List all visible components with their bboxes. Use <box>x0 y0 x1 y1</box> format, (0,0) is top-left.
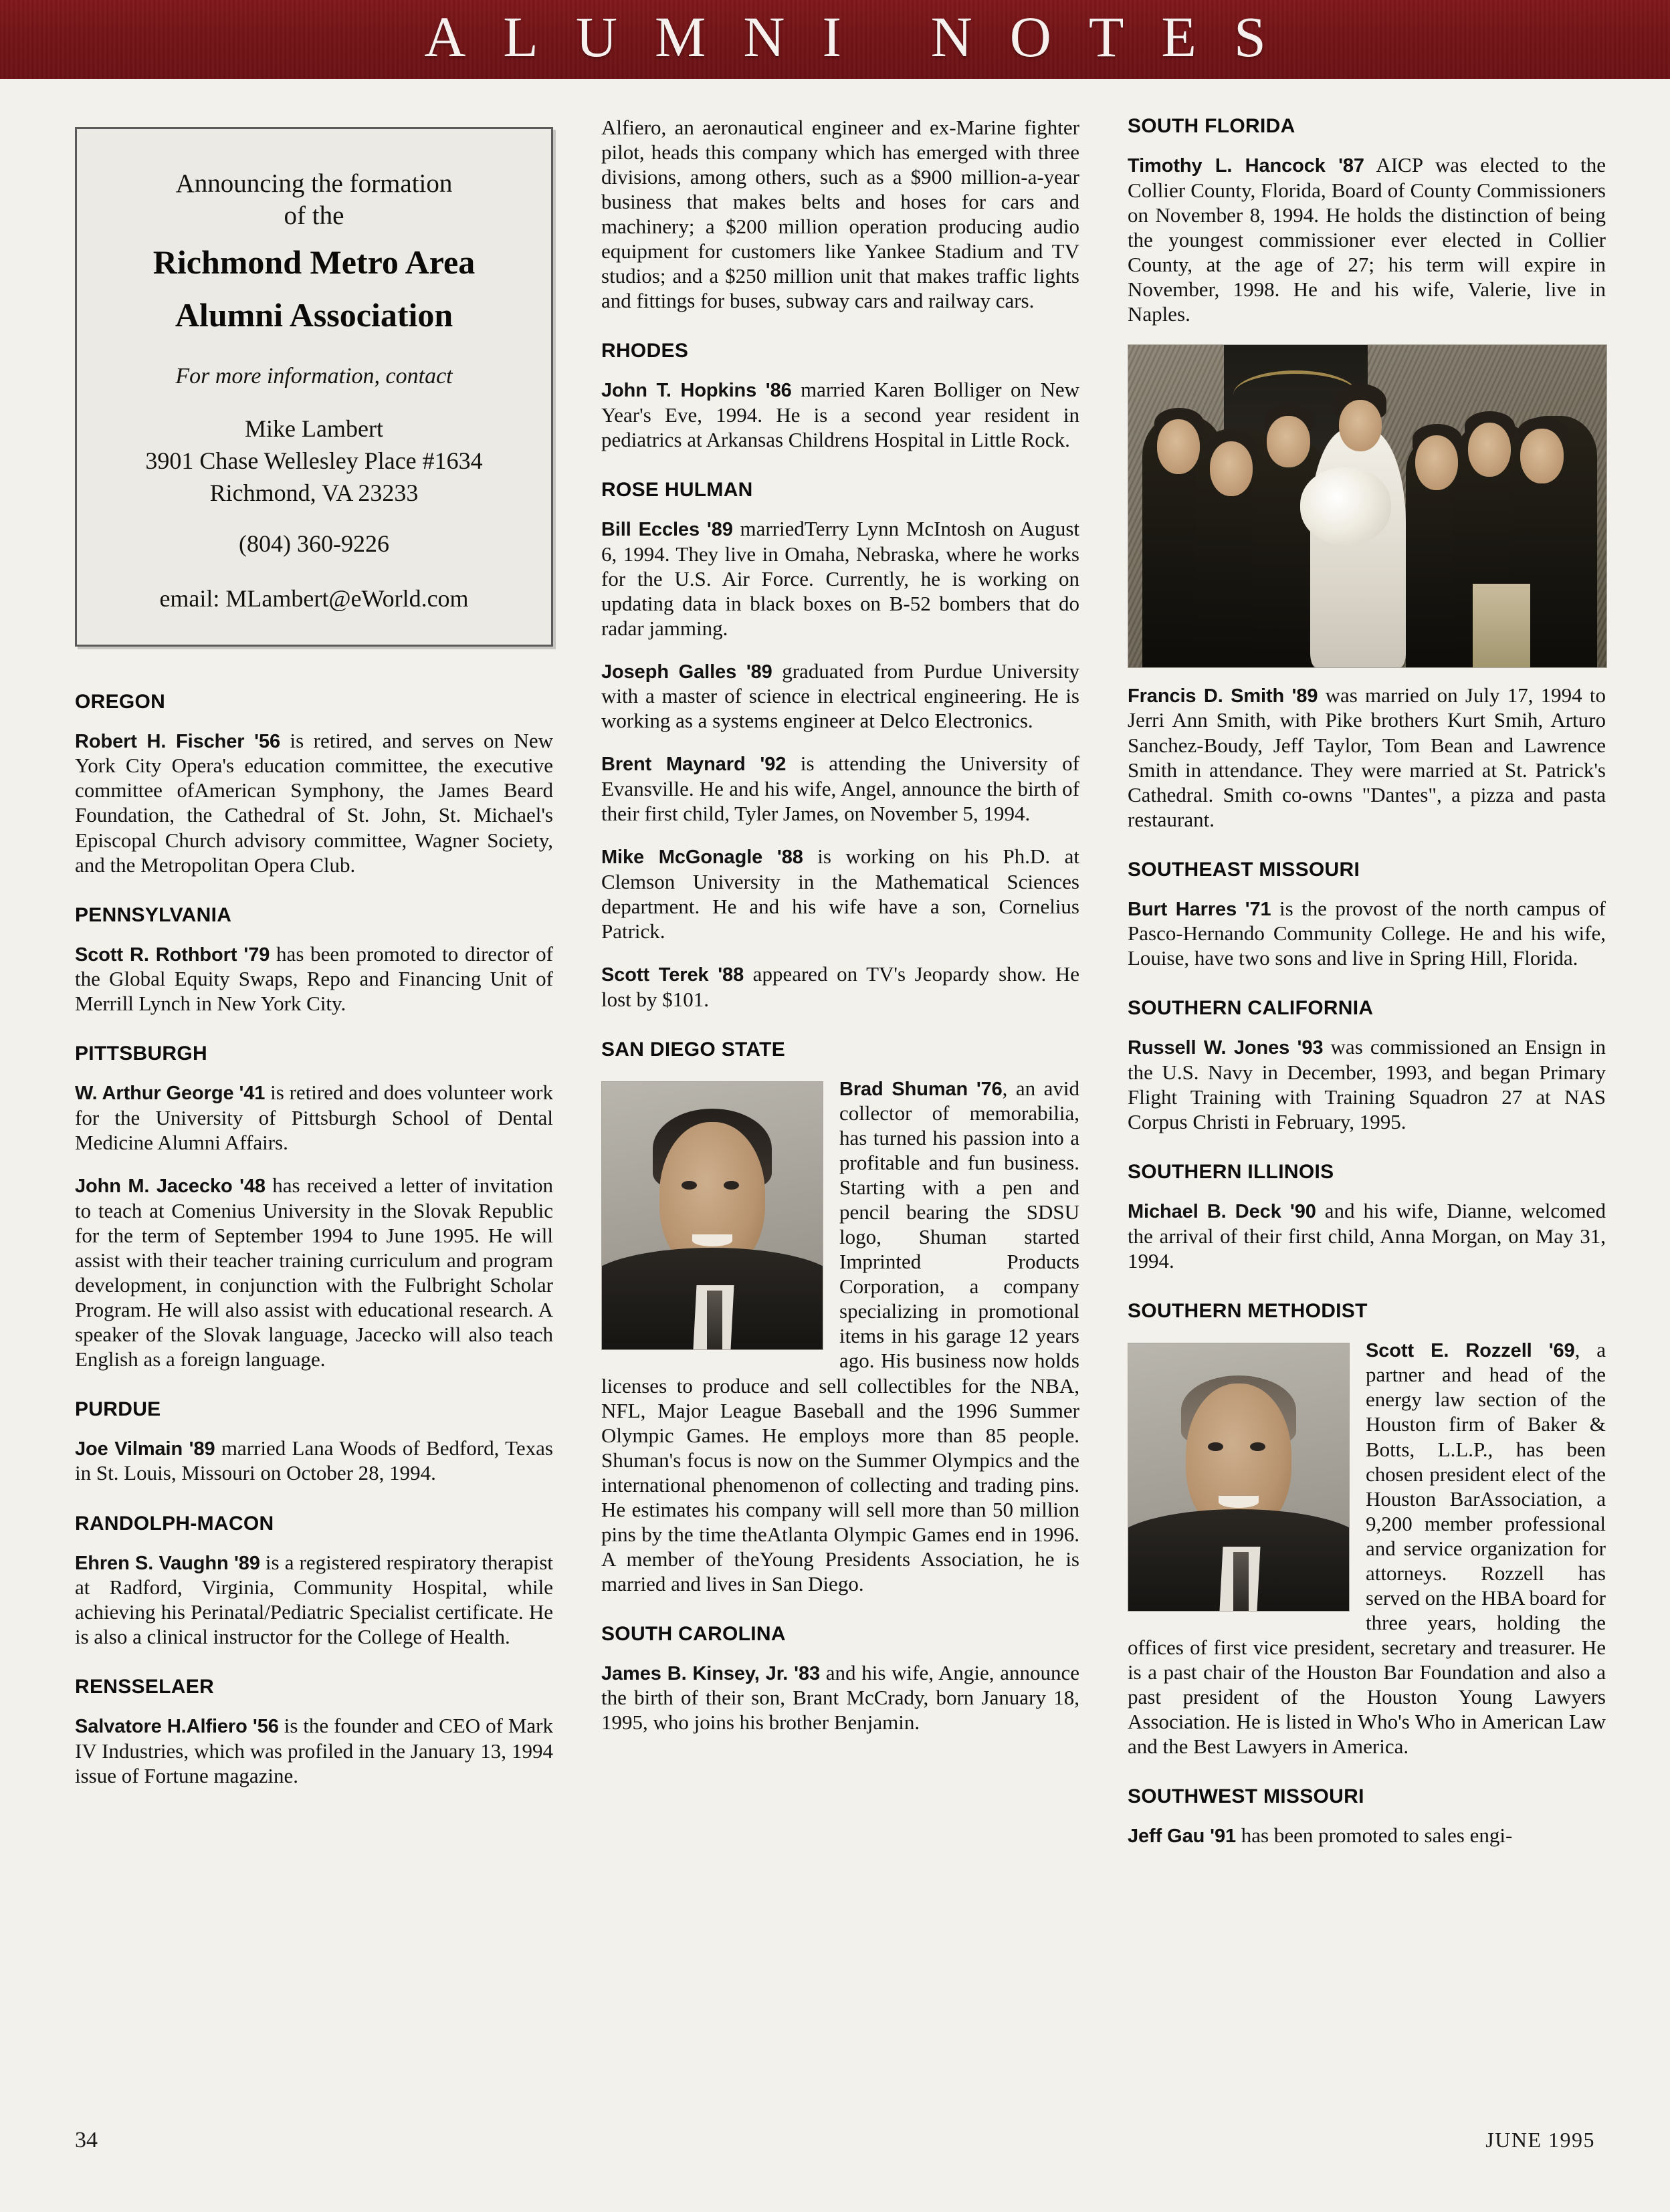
alumni-note-body: is attending the University of Evansville. He and his wife, Angel, announce the birth of their first child, Tyler James, on November 5, 1994. <box>601 752 1079 826</box>
chapter-heading: PURDUE <box>75 1398 161 1420</box>
alumni-note <box>601 659 1079 734</box>
announcement-line-1: Announcing the formation <box>175 169 453 198</box>
alumni-name: Bill Eccles '89 <box>601 518 733 540</box>
alumni-note <box>601 844 1079 944</box>
announcement-contact-block <box>96 413 532 510</box>
column-middle <box>601 115 1079 2114</box>
alumni-note <box>601 115 1079 313</box>
alumni-note-body: married Lana Woods of Bedford, Texas in St. Louis, Missouri on October 28, 1994. <box>75 1436 553 1485</box>
alumni-note-body: and his wife, Dianne, welcomed the arrival of their first child, Anna Morgan, on May 31, 1994. <box>1128 1199 1606 1273</box>
alumni-note <box>1128 896 1606 971</box>
alumni-note-body: is working on his Ph.D. at Clemson University in the Mathematical Sciences department. He and his wife have a son, Cornelius Patrick. <box>601 845 1079 943</box>
alumni-note <box>75 1713 553 1788</box>
scott-rozzell-portrait-photo <box>1128 1343 1350 1612</box>
alumni-note-body: has received a letter of invitation to teach at Comenius University in the Slovak Republic for the term of September 1994 to June 1995. He will assist with their teacher training curriculum and program development, in conjunction with the Fulbright Scholar Program. He will also assist with educational research. A speaker of the Slovak language, Jacecko will also teach English as a foreign language. <box>75 1173 553 1371</box>
alumni-name: Brad Shuman '76 <box>839 1078 1003 1100</box>
chapter-heading: OREGON <box>75 690 166 713</box>
alumni-note <box>1128 1034 1606 1134</box>
chapter-heading: SOUTHWEST MISSOURI <box>1128 1785 1364 1807</box>
chapter-heading: SOUTHERN METHODIST <box>1128 1299 1368 1322</box>
alumni-name: W. Arthur George '41 <box>75 1083 266 1105</box>
alumni-note-body: appeared on TV's Jeopardy show. He lost by $101. <box>601 962 1079 1011</box>
alumni-note <box>1128 1198 1606 1273</box>
alumni-note <box>75 1550 553 1650</box>
alumni-name: Ehren S. Vaughn '89 <box>75 1552 260 1574</box>
alumni-note <box>601 1660 1079 1735</box>
announcement-contact-street: 3901 Chase Wellesley Place #1634 <box>145 447 483 475</box>
alumni-name: Michael B. Deck '90 <box>1128 1201 1316 1223</box>
three-column-layout <box>75 115 1606 2114</box>
alumni-note-body: was commissioned an Ensign in the U.S. Navy in December, 1993, and began Primary Flight Training with Training Squadron 27 at NAS Corpus Christi in February, 1995. <box>1128 1035 1606 1134</box>
alumni-notes-banner <box>0 0 1670 79</box>
alumni-note <box>601 1076 1079 1596</box>
announcement-contact-email: email: MLambert@eWorld.com <box>159 584 469 612</box>
chapter-heading: SOUTHERN ILLINOIS <box>1128 1161 1334 1184</box>
column-right <box>1128 115 1606 2114</box>
announcement-org-line-1: Richmond Metro Area <box>152 243 476 282</box>
alumni-note <box>75 1173 553 1371</box>
alumni-name: Joe Vilmain '89 <box>75 1438 215 1460</box>
alumni-note-body: is retired, and serves on New York City Opera's education committee, the executive committee ofAmerican Symphony, the James Beard Foundation, the Cathedral of St. John, St. Michael's Episcopal Church advisory committee, Wagner Society, and the Metropolitan Opera Club. <box>75 728 553 877</box>
alumni-name: Francis D. Smith '89 <box>1128 685 1318 707</box>
chapter-heading: RHODES <box>601 340 689 362</box>
alumni-note-body: AICP was elected to the Collier County, Florida, Board of County Commissioners on November 8, 1994. He holds the distinction of being the youngest commissioner ever elected in Collier County, at the age of 27; his term will expire in November, 1998. He and his wife, Valerie, live in Naples. <box>1128 153 1606 326</box>
alumni-note <box>1128 1337 1606 1759</box>
alumni-note-body: and his wife, Angie, announce the birth of their son, Brant McCrady, born January 18, 1995, who joins his brother Benjamin. <box>601 1660 1079 1735</box>
alumni-name: Robert H. Fischer '56 <box>75 730 281 752</box>
alumni-note-body: is the founder and CEO of Mark IV Industries, which was profiled in the January 13, 1994 issue of Fortune magazine. <box>75 1714 553 1787</box>
alumni-name: Brent Maynard '92 <box>601 754 787 776</box>
issue-date: JUNE 1995 <box>1485 2128 1595 2152</box>
alumni-note <box>75 728 553 877</box>
alumni-name: Jeff Gau '91 <box>1128 1825 1237 1847</box>
chapter-heading: RENSSELAER <box>75 1676 215 1698</box>
announcement-contact-name: Mike Lambert <box>245 415 383 443</box>
announcement-contact-city: Richmond, VA 23233 <box>209 479 419 506</box>
chapter-heading: SAN DIEGO STATE <box>601 1038 786 1061</box>
chapter-heading: PENNSYLVANIA <box>75 903 232 926</box>
alumni-name: Scott Terek '88 <box>601 964 744 986</box>
alumni-note-body: , a partner and head of the energy law section of the Houston firm of Baker & Botts, L.L.P., has been chosen president elect of the Houston BarAssociation, a 9,200 member professional and service organization for attorneys. Rozzell has served on the HBA board for three years, holding the offices of first vice president, secretary and treasurer. He is a past chair of the Houston Bar Foundation and also a past president of the Houston Young Lawyers Association. He is listed in Who's Who in American Law and the Best Lawyers in America. <box>1128 1337 1606 1758</box>
alumni-note <box>601 377 1079 452</box>
alumni-name: Burt Harres '71 <box>1128 898 1271 920</box>
alumni-note <box>601 751 1079 826</box>
alumni-note-body: has been promoted to director of the Global Equity Swaps, Repo and Financing Unit of Merrill Lynch in New York City. <box>75 942 554 1016</box>
announcement-line-2: of the <box>284 201 344 230</box>
chapter-heading: PITTSBURGH <box>75 1042 207 1065</box>
alumni-name: Salvatore H.Alfiero '56 <box>75 1716 279 1738</box>
alumni-note <box>75 1436 553 1486</box>
alumni-note-body: graduated from Purdue University with a master of science in electrical engineering. He is working as a systems engineer at Delco Electronics. <box>601 659 1080 733</box>
alumni-note <box>1128 1823 1606 1848</box>
alumni-note <box>1128 152 1606 326</box>
alumni-note <box>75 1080 553 1155</box>
chapter-heading: ROSE HULMAN <box>601 478 753 501</box>
chapter-heading: RANDOLPH-MACON <box>75 1512 274 1535</box>
alumni-name: James B. Kinsey, Jr. '83 <box>601 1662 821 1684</box>
alumni-name: Scott R. Rothbort '79 <box>75 944 270 966</box>
alumni-note-body: was married on July 17, 1994 to Jerri Ann Smith, with Pike brothers Kurt Smih, Arturo Sanchez-Boudy, Jeff Taylor, Tom Bean and Lawrence Smith in attendance. They were married at St. Patrick's Cathedral. Smith co-owns "Dantes", a pizza and pasta restaurant. <box>1128 683 1606 831</box>
alumni-note-body: marriedTerry Lynn McIntosh on August 6, 1994. They live in Omaha, Nebraska, where he works for the U.S. Air Force. Currently, he is working on updating data in black boxes on B-52 bombers that do radar jamming. <box>601 516 1079 640</box>
alumni-note-body: is retired and does volunteer work for the University of Pittsburgh School of Dental Medicine Alumni Affairs. <box>75 1081 553 1154</box>
alumni-note <box>1128 683 1606 832</box>
chapter-heading: SOUTH FLORIDA <box>1128 115 1295 137</box>
alumni-note-body: is the provost of the north campus of Pasco-Hernando Community College. He and his wife, Louise, have two sons and live in Spring Hill, Florida. <box>1128 896 1606 970</box>
alumni-name: Russell W. Jones '93 <box>1128 1037 1324 1059</box>
alumni-name: Mike McGonagle '88 <box>601 847 803 869</box>
alumni-name: John T. Hopkins '86 <box>601 380 792 402</box>
announcement-org-line-2: Alumni Association <box>175 296 453 334</box>
alumni-name: John M. Jacecko '48 <box>75 1175 266 1197</box>
chapter-heading: SOUTHEAST MISSOURI <box>1128 858 1360 881</box>
column-left <box>75 115 553 2114</box>
alumni-note <box>75 942 553 1016</box>
page-footer <box>75 2128 1595 2153</box>
alumni-note-body: , an avid collector of memorabilia, has turned his passion into a profitable and fun business. Starting with a pen and pencil bearing the SDSU logo, Shuman started Imprinted Products Corporation, a company specializing in promotional items in his garage 12 years ago. His business now holds licenses to produce and sell collectibles for the NBA, NFL, Major League Baseball and the 1996 Summer Olympic Games. He employs more than 85 people. Shuman's focus is now on the Summer Olympics and the international phenomenon of collecting and trading pins. He estimates his company will sell more than 50 million pins by the time theAtlanta Olympic Games end in 1996. A member of theYoung Presidents Association, he is married and lives in San Diego. <box>601 1076 1079 1595</box>
alumni-note-body: Alfiero, an aeronautical engineer and ex-Marine fighter pilot, heads this company which has emerged with three divisions, among others, such as a $900 million-a-year business that makes belts and hoses for cars and machinery; a $200 million operation producing audio equipment for customers like Yankee Stadium and TV studios; and a $250 million unit that makes traffic lights and fittings for buses, subway cars and railway cars. <box>601 116 1079 313</box>
brad-shuman-portrait-photo <box>601 1081 823 1350</box>
announcement-contact-intro: For more information, contact <box>175 364 453 389</box>
alumni-note <box>601 962 1079 1012</box>
alumni-name: Joseph Galles '89 <box>601 661 772 683</box>
alumni-note-body: married Karen Bolliger on New Year's Eve, 1994. He is a second year resident in pediatrics at Arkansas Childrens Hospital in Little Rock. <box>601 378 1079 451</box>
alumni-note <box>601 516 1079 641</box>
alumni-note-body: is a registered respiratory therapist at Radford, Virginia, Community Hospital, while achieving his Perinatal/Pediatric Specialist certificate. He is also a clinical instructor for the College of Health. <box>75 1550 554 1649</box>
announcement-contact-phone: (804) 360-9226 <box>239 530 389 557</box>
smith-wedding-group-photo <box>1128 344 1607 668</box>
alumni-note-body: has been promoted to sales engi- <box>1236 1823 1513 1847</box>
alumni-name: Scott E. Rozzell '69 <box>1366 1339 1575 1361</box>
richmond-metro-announcement-box <box>75 127 553 647</box>
alumni-name: Timothy L. Hancock '87 <box>1128 155 1364 177</box>
chapter-heading: SOUTHERN CALIFORNIA <box>1128 997 1374 1020</box>
page-number: 34 <box>75 2128 98 2152</box>
banner-title: ALUMNI NOTES <box>424 5 1303 69</box>
chapter-heading: SOUTH CAROLINA <box>601 1622 786 1645</box>
